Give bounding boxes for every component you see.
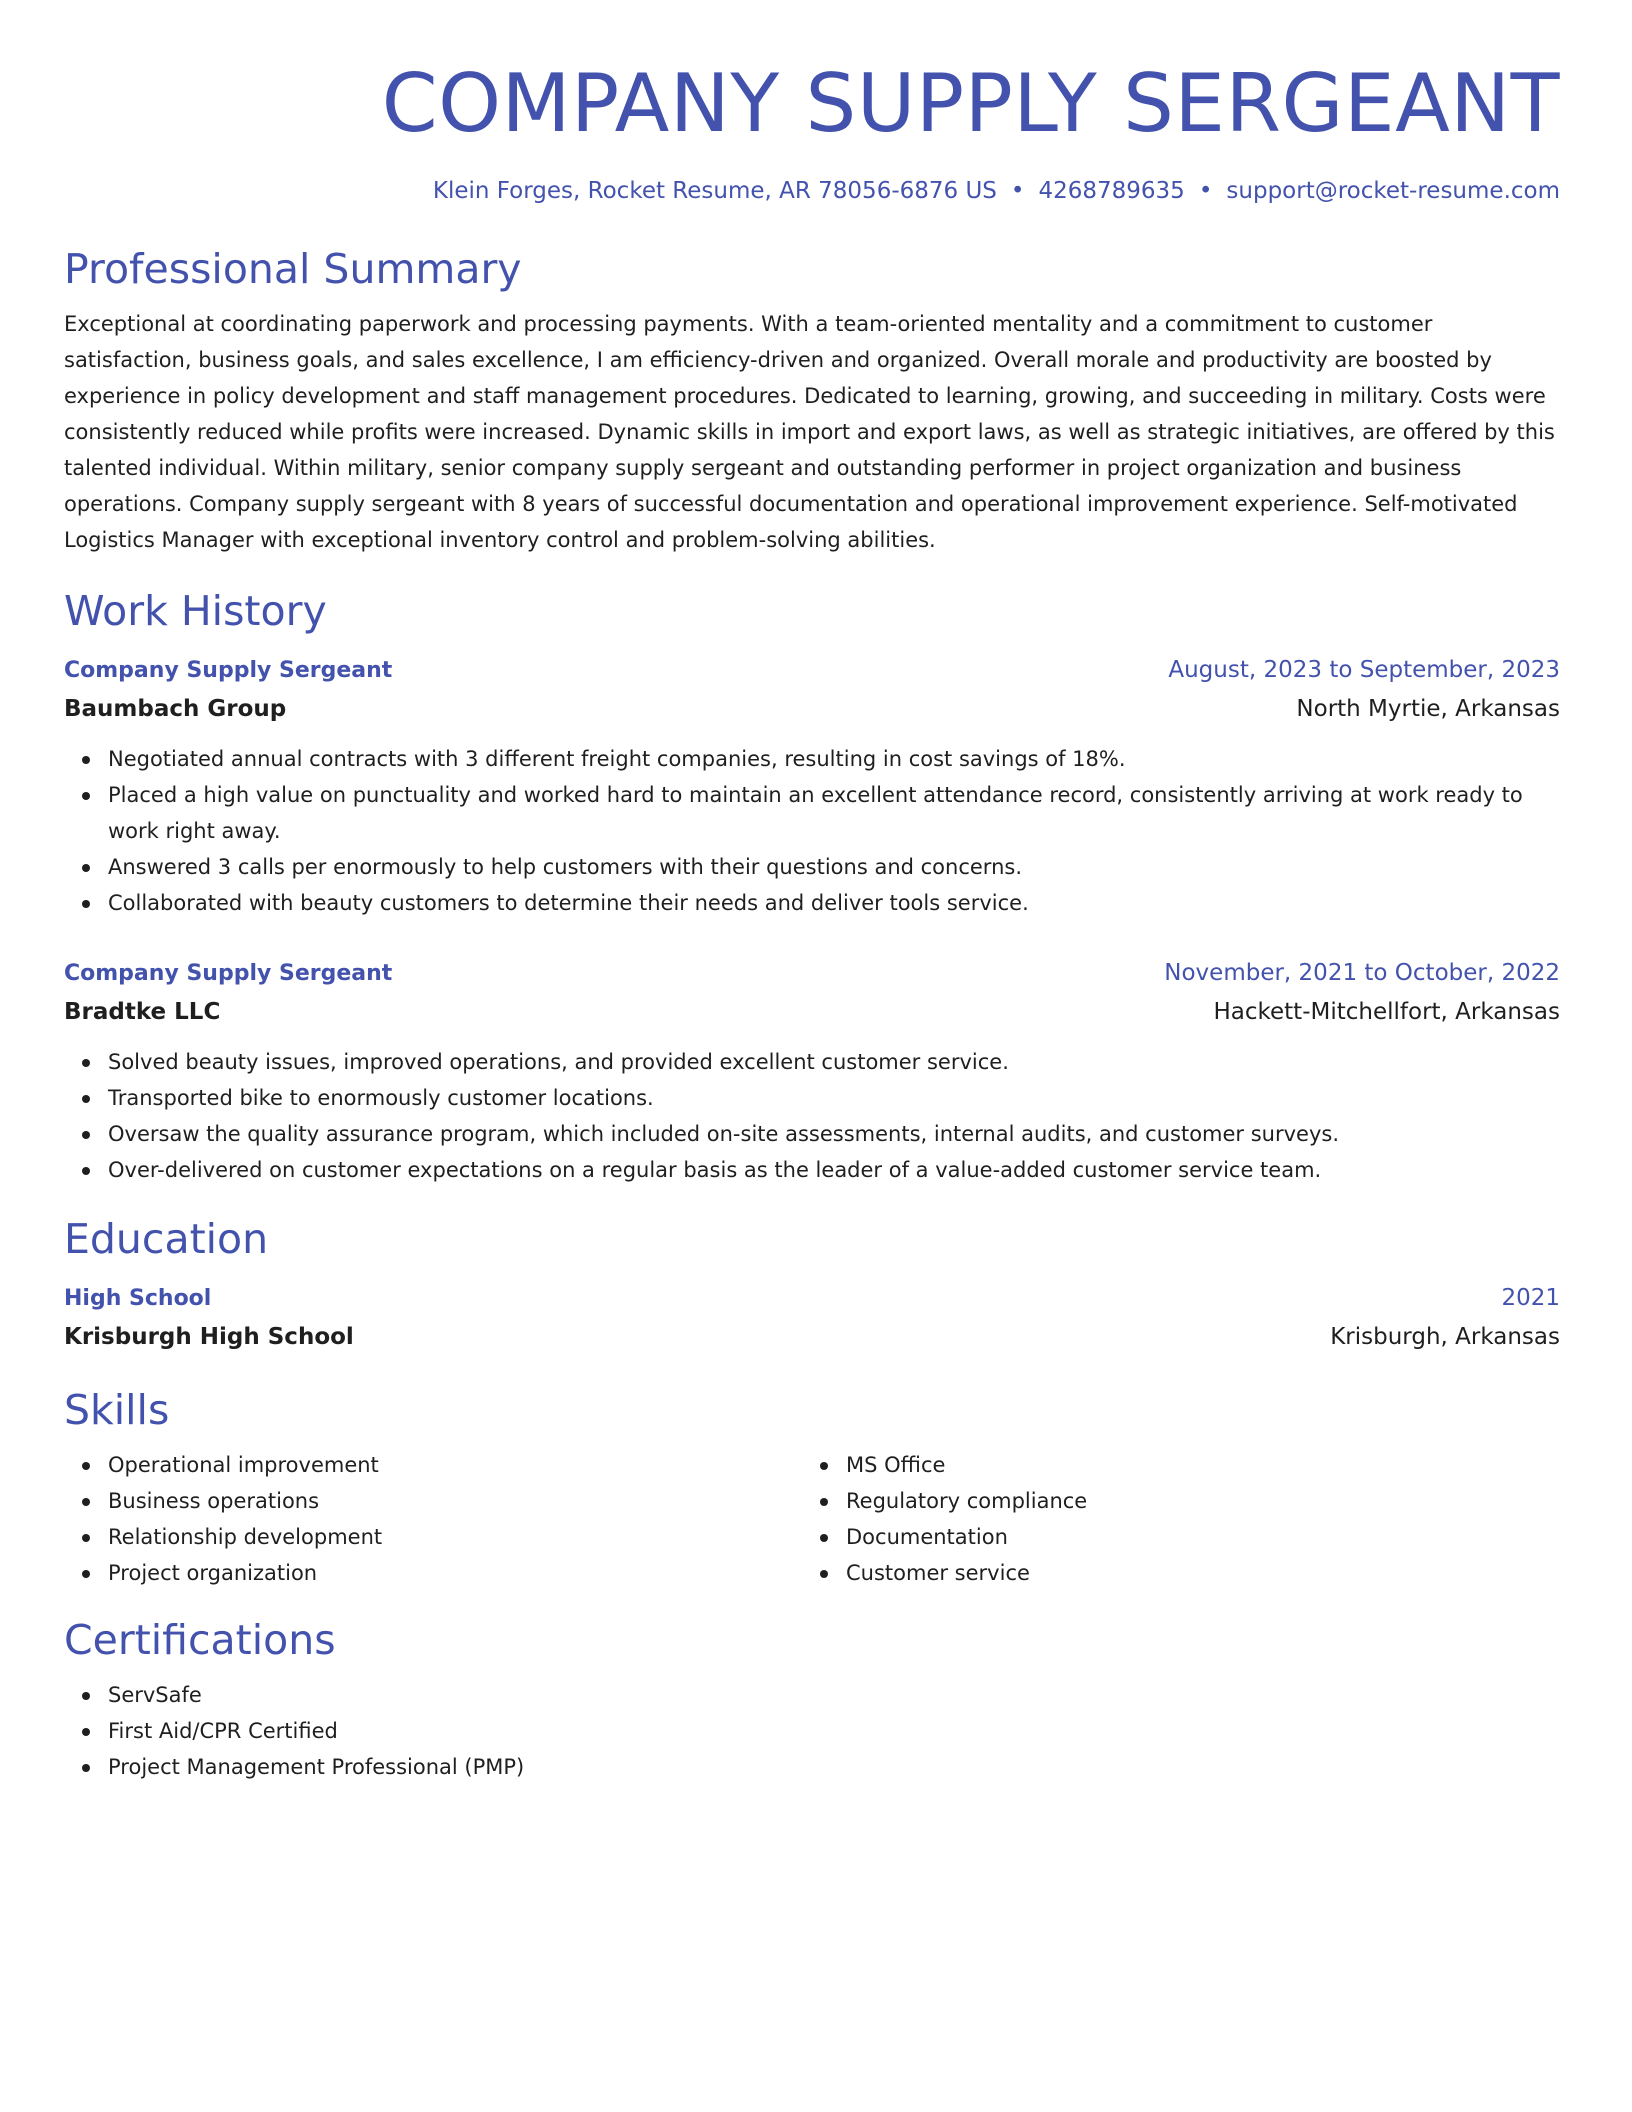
job-bullet: Answered 3 calls per enormously to help customers with their questions and concerns. xyxy=(108,849,1560,885)
skill-item: Project organization xyxy=(108,1555,802,1591)
education-school: Krisburgh High School xyxy=(64,1324,354,1350)
section-title-skills: Skills xyxy=(64,1386,170,1434)
skills-grid xyxy=(64,1435,1560,1591)
contact-email[interactable]: support@rocket-resume.com xyxy=(1226,178,1560,204)
skill-item: Documentation xyxy=(846,1519,1540,1555)
job-bullets xyxy=(64,741,1560,921)
education-location: Krisburgh, Arkansas xyxy=(1330,1324,1560,1350)
job-title: Company Supply Sergeant xyxy=(64,961,393,986)
certification-item: ServSafe xyxy=(108,1677,1560,1713)
skills-list xyxy=(802,1447,1540,1591)
skills-column-right xyxy=(802,1435,1540,1591)
skills-list xyxy=(64,1447,802,1591)
skill-item: Business operations xyxy=(108,1483,802,1519)
skill-item: Customer service xyxy=(846,1555,1540,1591)
job-employer: Bradtke LLC xyxy=(64,999,221,1025)
job-employer: Baumbach Group xyxy=(64,696,287,722)
section-title-certifications: Certifications xyxy=(64,1616,336,1664)
certification-item: First Aid/CPR Certified xyxy=(108,1713,1560,1749)
job-bullet: Over-delivered on customer expectations on a regular basis as the leader of a value-added customer service team. xyxy=(108,1152,1560,1188)
contact-separator: • xyxy=(1198,178,1213,204)
job-bullets xyxy=(64,1044,1560,1188)
skill-item: MS Office xyxy=(846,1447,1540,1483)
job-title: Company Supply Sergeant xyxy=(64,658,393,683)
job-bullet: Oversaw the quality assurance program, which included on-site assessments, internal audits, and customer surveys. xyxy=(108,1116,1560,1152)
section-title-work-history: Work History xyxy=(64,587,327,635)
resume-name: COMPANY SUPPLY SERGEANT xyxy=(381,57,1560,150)
education-year: 2021 xyxy=(1501,1285,1560,1311)
skill-item: Regulatory compliance xyxy=(846,1483,1540,1519)
job-bullet: Solved beauty issues, improved operations, and provided excellent customer service. xyxy=(108,1044,1560,1080)
contact-address: Klein Forges, Rocket Resume, AR 78056-6876 US xyxy=(432,178,997,204)
job-entry xyxy=(64,652,1560,921)
education-degree: High School xyxy=(64,1286,212,1311)
job-entry xyxy=(64,955,1560,1188)
summary-text: Exceptional at coordinating paperwork and processing payments. With a team-oriented mentality and a commitment to customer satisfaction, business goals, and sales excellence, I am efficiency-driven and organized. Overall morale and productivity are boosted by experience in policy development and staff management procedures. Dedicated to learning, growing, and succeeding in military. Costs were consistently reduced while profits were increased. Dynamic skills in import and export laws, as well as strategic initiatives, are offered by this talented individual. Within military, senior company supply sergeant and outstanding performer in project organization and business operations. Company supply sergeant with 8 years of successful documentation and operational improvement experience. Self-motivated Logistics Manager with exceptional inventory control and problem-solving abilities. xyxy=(64,312,1555,552)
contact-line xyxy=(64,176,1560,206)
job-location: North Myrtie, Arkansas xyxy=(1296,696,1560,722)
education-entry xyxy=(64,1280,1560,1357)
certification-item: Project Management Professional (PMP) xyxy=(108,1749,1560,1785)
contact-phone: 4268789635 xyxy=(1038,178,1185,204)
section-title-education: Education xyxy=(64,1215,269,1263)
section-title-summary: Professional Summary xyxy=(64,245,522,293)
job-bullet: Transported bike to enormously customer locations. xyxy=(108,1080,1560,1116)
job-location: Hackett-Mitchellfort, Arkansas xyxy=(1213,999,1560,1025)
skill-item: Relationship development xyxy=(108,1519,802,1555)
job-bullet: Collaborated with beauty customers to determine their needs and deliver tools service. xyxy=(108,885,1560,921)
resume-page xyxy=(64,0,1560,1785)
job-bullet: Placed a high value on punctuality and worked hard to maintain an excellent attendance record, consistently arriving at work ready to work right away. xyxy=(108,777,1560,849)
job-dates: November, 2021 to October, 2022 xyxy=(1164,960,1560,986)
certifications-list xyxy=(64,1677,1560,1785)
skills-column-left xyxy=(64,1435,802,1591)
job-bullet: Negotiated annual contracts with 3 different freight companies, resulting in cost savings of 18%. xyxy=(108,741,1560,777)
contact-separator: • xyxy=(1010,178,1025,204)
job-dates: August, 2023 to September, 2023 xyxy=(1168,657,1560,683)
skill-item: Operational improvement xyxy=(108,1447,802,1483)
